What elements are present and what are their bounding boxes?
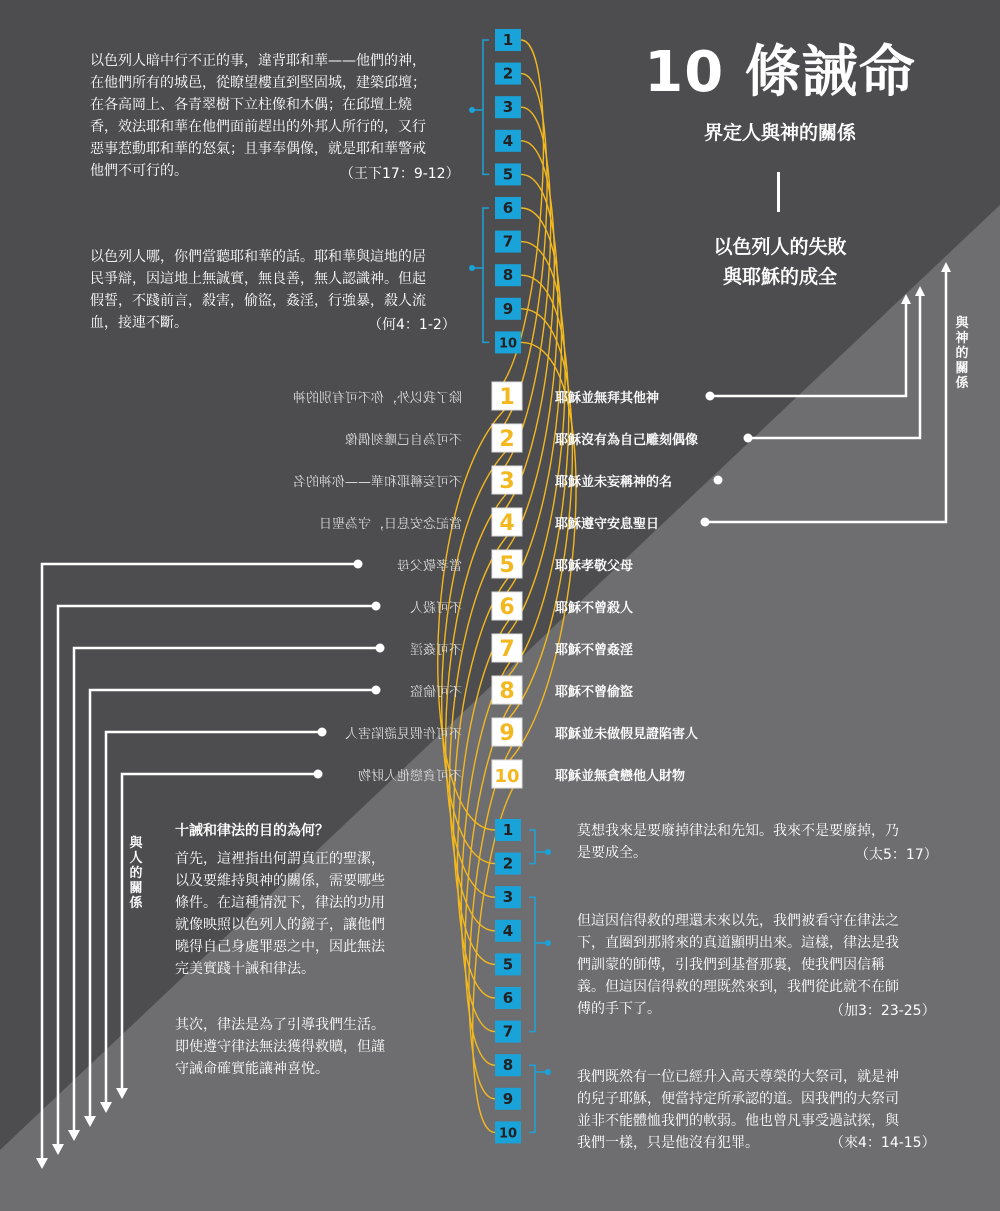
commandment-mirrored: 當記念安息日，守為聖日 — [318, 517, 462, 532]
quote-line: 假誓，不踐前言，殺害，偷盜，姦淫，行強暴，殺人流 — [90, 293, 426, 309]
commandment-mirrored: 不可殺人 — [409, 601, 462, 616]
jesus-fulfilled-item: 耶穌並未妄稱神的名 — [555, 475, 673, 490]
number-label-bottom: 2 — [502, 854, 514, 873]
number-label-top: 5 — [502, 165, 514, 184]
quote-line: 香，效法耶和華在他們面前趕出的外邦人所行的，又行 — [90, 119, 426, 135]
number-label-top: 2 — [502, 64, 514, 83]
quote-matthew-ref: （太5：17） — [855, 847, 938, 863]
jesus-fulfilled-item: 耶穌遵守安息聖日 — [555, 517, 660, 532]
quote-line: 但這因信得救的理還未來以先，我們被看守在律法之 — [577, 913, 899, 929]
number-label-top: 3 — [502, 98, 514, 117]
commandment-mirrored: 不可貪戀他人財物 — [357, 769, 462, 784]
number-label-bottom: 4 — [502, 921, 514, 940]
section-subtitle — [600, 232, 960, 292]
relation-with-people-label: 與 人 的 關 係 — [129, 836, 143, 911]
subtitle-line-2: 與耶穌的成全 — [722, 266, 837, 288]
quote-line: 義。但這因信得救的理既然來到，我們從此就不在師 — [577, 979, 899, 995]
number-label-middle: 1 — [499, 385, 515, 410]
number-label-top: 10 — [498, 336, 518, 352]
quote-hebrews-ref: （來4：14-15） — [830, 1135, 936, 1151]
quote-line: 他們不可行的。 — [90, 163, 188, 179]
number-label-middle: 8 — [499, 679, 515, 704]
quote-hosea-ref: （何4：1-2） — [368, 317, 456, 333]
number-label-top: 1 — [502, 31, 514, 49]
quote-line: 下，直圈到那將來的真道顯明出來。這樣，律法是我 — [577, 935, 899, 951]
number-label-bottom: 8 — [502, 1056, 514, 1075]
quote-line: 是要成全。 — [577, 845, 647, 861]
subtitle-line-1: 以色列人的失敗 — [713, 236, 847, 258]
number-label-bottom: 9 — [502, 1089, 514, 1108]
commandment-mirrored: 不可作假見證陷害人 — [344, 727, 462, 742]
quote-line: 血，接連不斷。 — [90, 315, 188, 331]
quote-line: 莫想我來是要廢掉律法和先知。我來不是要廢掉，乃 — [577, 823, 899, 839]
jesus-fulfilled-item: 耶穌不曾姦淫 — [555, 643, 634, 658]
number-label-middle: 4 — [499, 511, 515, 536]
number-label-top: 7 — [502, 232, 514, 251]
jesus-fulfilled-item: 耶穌並未做假見證陷害人 — [555, 727, 699, 742]
quote-galatians-ref: （加3：23-25） — [830, 1003, 936, 1019]
jesus-fulfilled-item: 耶穌不曾偷盜 — [555, 685, 634, 700]
commandment-mirrored: 除了我以外，你不可有別的神 — [292, 391, 462, 406]
number-label-bottom: 7 — [502, 1022, 514, 1041]
number-label-top: 4 — [502, 131, 514, 150]
quote-line: 民爭辯，因這地上無誠實，無良善，無人認識神。但起 — [90, 271, 426, 287]
jesus-fulfilled-item: 耶穌孝敬父母 — [555, 559, 634, 574]
page-subtitle: 界定人與神的關係 — [703, 122, 856, 144]
commandment-mirrored: 不可姦淫 — [409, 643, 462, 658]
quote-kings-ref: （王下17：9-12） — [340, 166, 460, 182]
number-label-bottom: 6 — [502, 989, 514, 1007]
god-relation-dot — [714, 476, 723, 485]
number-label-middle: 10 — [494, 766, 520, 787]
commandment-mirrored: 不可偷盜 — [409, 685, 462, 700]
page-title: 10 條誡命 — [644, 40, 916, 105]
title-divider — [777, 172, 780, 212]
number-label-bottom: 3 — [502, 888, 514, 907]
number-label-middle: 7 — [499, 637, 515, 662]
number-label-bottom: 5 — [502, 955, 514, 974]
purpose-question: 十誡和律法的目的為何？ — [175, 823, 329, 839]
jesus-fulfilled-item: 耶穌沒有為自己雕刻偶像 — [555, 433, 699, 448]
bracket-dot — [545, 940, 551, 946]
number-label-middle: 6 — [499, 595, 515, 620]
number-label-top: 8 — [502, 266, 514, 285]
number-label-middle: 3 — [499, 469, 515, 494]
commandment-mirrored: 不可為自己雕刻偶像 — [344, 433, 462, 448]
jesus-fulfilled-item: 耶穌並無拜其他神 — [555, 391, 660, 406]
quote-line: 我們既然有一位已經升入高天尊榮的大祭司，就是神 — [577, 1069, 899, 1085]
number-label-middle: 9 — [499, 721, 515, 746]
number-label-middle: 2 — [499, 427, 515, 452]
commandment-mirrored: 不可妄稱耶和華——你神的名 — [292, 475, 462, 490]
quote-line: 以色列人哪，你們當聽耶和華的話。耶和華與這地的居 — [90, 249, 426, 265]
number-label-top: 9 — [502, 299, 514, 318]
bracket-dot — [545, 849, 551, 855]
quote-line: 在各高岡上、各青翠樹下立柱像和木偶；在邱壇上燒 — [90, 97, 412, 113]
bracket-dot — [545, 1069, 551, 1075]
quote-line: 們訓蒙的師傅，引我們到基督那裏，使我們因信稱 — [577, 957, 885, 973]
commandment-mirrored: 當孝敬父母 — [396, 559, 462, 574]
quote-line: 並非不能體恤我們的軟弱。他也曾凡事受過試探，與 — [577, 1113, 899, 1129]
purpose-paragraph-1: 首先，這裡指出何謂真正的聖潔，以及要維持與神的關係，需要哪些條件。在這種情況下，律法的功用就像映照以色列人的鏡子，讓他們曉得自己身處罪惡之中，因此無法完美實踐十誡和律法。 — [175, 851, 385, 977]
quote-line: 的兒子耶穌，便當持定所承認的道。因我們的大祭司 — [577, 1091, 899, 1107]
number-label-middle: 5 — [499, 553, 515, 578]
relation-with-god-label: 與 神 的 關 係 — [955, 316, 969, 391]
purpose-paragraph-2: 其次，律法是為了引導我們生活。即使遵守律法無法獲得救贖，但謹守誡命確實能讓神喜悅。 — [175, 1017, 385, 1077]
jesus-fulfilled-item: 耶穌並無貪戀他人財物 — [555, 769, 686, 784]
quote-line: 在他們所有的城邑，從瞭望樓直到堅固城，建築邱壇； — [90, 75, 426, 91]
quote-line: 傅的手下了。 — [577, 1001, 661, 1017]
number-label-bottom: 10 — [498, 1126, 518, 1142]
quote-line: 惡事惹動耶和華的怒氣；且事奉偶像，就是耶和華警戒 — [90, 141, 426, 157]
quote-line: 以色列人暗中行不正的事，違背耶和華——他們的神， — [90, 53, 426, 69]
jesus-fulfilled-item: 耶穌不曾殺人 — [555, 601, 634, 616]
number-label-bottom: 1 — [502, 821, 514, 839]
quote-line: 我們一樣，只是他沒有犯罪。 — [577, 1135, 759, 1151]
number-label-top: 6 — [502, 199, 514, 217]
